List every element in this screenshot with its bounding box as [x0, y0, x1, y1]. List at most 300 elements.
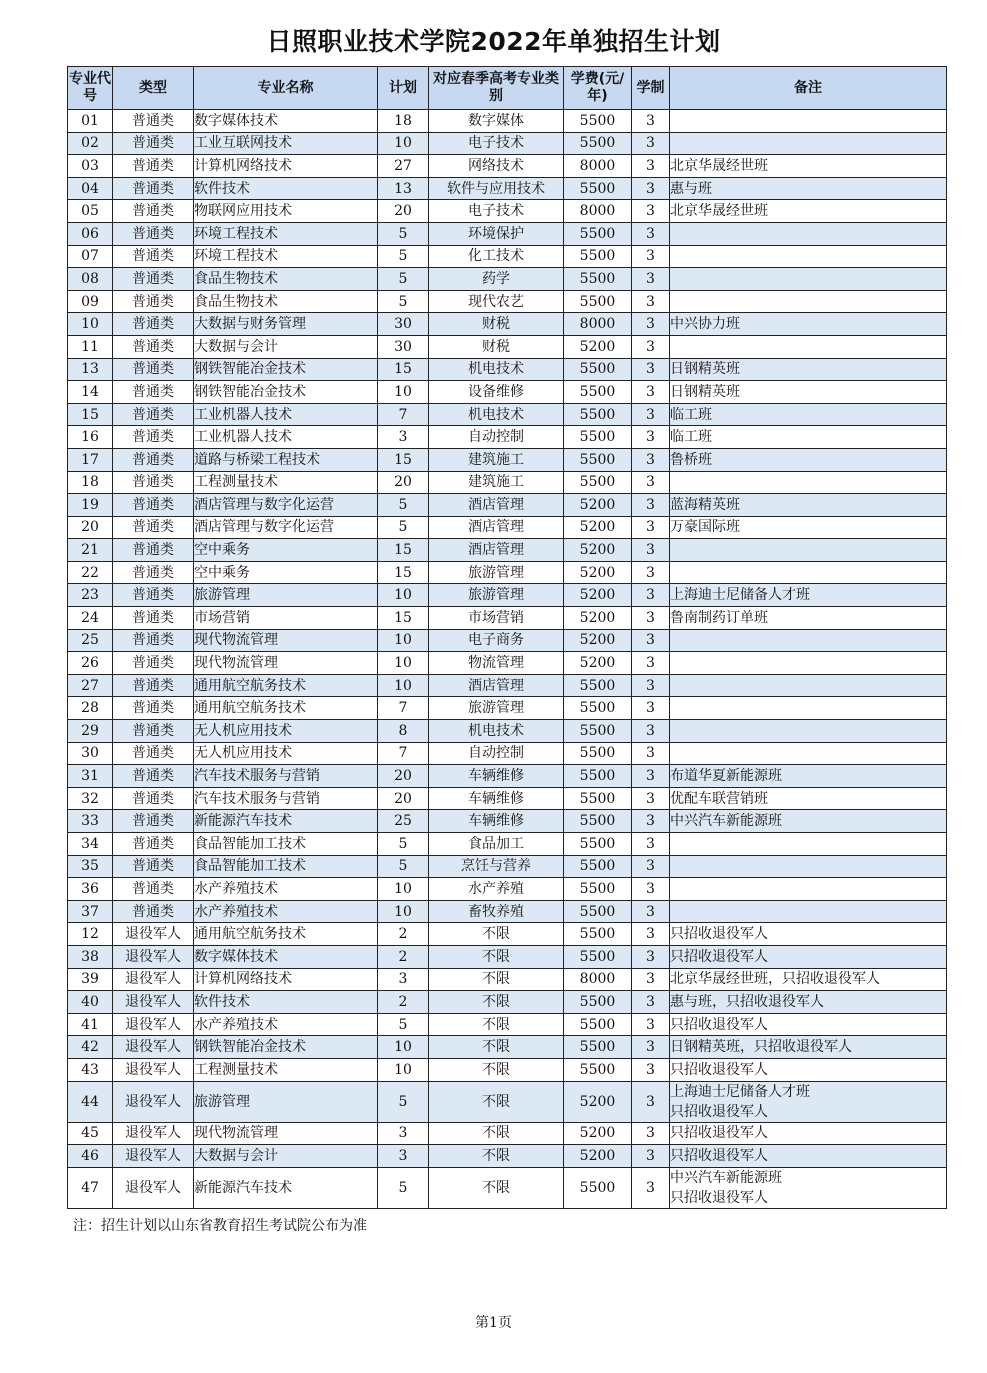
- cell-exam-category: 药学: [429, 268, 564, 291]
- cell-code: 17: [68, 448, 113, 471]
- cell-fee: 5500: [564, 403, 632, 426]
- cell-fee: 5200: [564, 494, 632, 517]
- cell-plan: 5: [378, 516, 429, 539]
- cell-type: 普通类: [113, 900, 194, 923]
- cell-major: 钢铁智能冶金技术: [194, 381, 378, 404]
- cell-major: 计算机网络技术: [194, 968, 378, 991]
- cell-plan: 7: [378, 403, 429, 426]
- cell-code: 01: [68, 110, 113, 133]
- cell-remark: 临工班: [670, 426, 947, 449]
- cell-plan: 5: [378, 833, 429, 856]
- cell-code: 33: [68, 810, 113, 833]
- cell-exam-category: 设备维修: [429, 381, 564, 404]
- header-type: 类型: [113, 67, 194, 110]
- header-plan: 计划: [378, 67, 429, 110]
- cell-major: 食品智能加工技术: [194, 855, 378, 878]
- table-row: [68, 878, 947, 901]
- cell-exam-category: 不限: [429, 945, 564, 968]
- cell-years: 3: [632, 1013, 670, 1036]
- table-body: [68, 110, 947, 1209]
- cell-remark: 只招收退役军人: [670, 945, 947, 968]
- cell-remark: [670, 878, 947, 901]
- cell-code: 24: [68, 607, 113, 630]
- cell-fee: 5500: [564, 268, 632, 291]
- table-header: [68, 67, 947, 110]
- cell-major: 空中乘务: [194, 539, 378, 562]
- page-number: 第1页: [475, 1315, 512, 1331]
- cell-code: 18: [68, 471, 113, 494]
- table-row: [68, 1058, 947, 1081]
- cell-code: 34: [68, 833, 113, 856]
- cell-years: 3: [632, 110, 670, 133]
- cell-type: 普通类: [113, 607, 194, 630]
- cell-remark: 中兴汽车新能源班 只招收退役军人: [670, 1167, 947, 1208]
- cell-plan: 30: [378, 335, 429, 358]
- cell-plan: 10: [378, 584, 429, 607]
- cell-exam-category: 车辆维修: [429, 787, 564, 810]
- cell-exam-category: 酒店管理: [429, 674, 564, 697]
- cell-fee: 5500: [564, 222, 632, 245]
- cell-exam-category: 财税: [429, 313, 564, 336]
- table-row: [68, 426, 947, 449]
- cell-exam-category: 现代农艺: [429, 290, 564, 313]
- cell-years: 3: [632, 991, 670, 1014]
- cell-code: 40: [68, 991, 113, 1014]
- cell-years: 3: [632, 968, 670, 991]
- cell-plan: 20: [378, 765, 429, 788]
- cell-type: 普通类: [113, 855, 194, 878]
- cell-remark: 日钢精英班，只招收退役军人: [670, 1036, 947, 1059]
- cell-plan: 10: [378, 900, 429, 923]
- cell-exam-category: 车辆维修: [429, 810, 564, 833]
- cell-exam-category: 烹饪与营养: [429, 855, 564, 878]
- cell-remark: [670, 268, 947, 291]
- cell-years: 3: [632, 245, 670, 268]
- header-exam-category: 对应春季高考专业类别: [429, 67, 564, 110]
- cell-fee: 5200: [564, 561, 632, 584]
- cell-type: 普通类: [113, 787, 194, 810]
- cell-exam-category: 不限: [429, 1145, 564, 1168]
- cell-fee: 5500: [564, 1058, 632, 1081]
- cell-years: 3: [632, 878, 670, 901]
- cell-code: 32: [68, 787, 113, 810]
- cell-type: 普通类: [113, 833, 194, 856]
- cell-years: 3: [632, 1036, 670, 1059]
- cell-type: 退役军人: [113, 945, 194, 968]
- table-row: [68, 516, 947, 539]
- cell-type: 普通类: [113, 268, 194, 291]
- cell-major: 物联网应用技术: [194, 200, 378, 223]
- cell-type: 普通类: [113, 200, 194, 223]
- cell-exam-category: 不限: [429, 1036, 564, 1059]
- cell-major: 水产养殖技术: [194, 878, 378, 901]
- enrollment-table: [67, 66, 947, 1209]
- cell-exam-category: 不限: [429, 1122, 564, 1145]
- cell-fee: 5500: [564, 765, 632, 788]
- cell-remark: 北京华晟经世班，只招收退役军人: [670, 968, 947, 991]
- cell-remark: 北京华晟经世班: [670, 155, 947, 178]
- cell-exam-category: 旅游管理: [429, 561, 564, 584]
- cell-plan: 25: [378, 810, 429, 833]
- cell-remark: 优配车联营销班: [670, 787, 947, 810]
- cell-exam-category: 畜牧养殖: [429, 900, 564, 923]
- cell-remark: 日钢精英班: [670, 381, 947, 404]
- cell-code: 23: [68, 584, 113, 607]
- cell-fee: 5500: [564, 448, 632, 471]
- cell-code: 05: [68, 200, 113, 223]
- cell-years: 3: [632, 313, 670, 336]
- cell-code: 42: [68, 1036, 113, 1059]
- header-years: 学制: [632, 67, 670, 110]
- cell-remark: 只招收退役军人: [670, 1122, 947, 1145]
- cell-remark: [670, 539, 947, 562]
- page-title: 日照职业技术学院2022年单独招生计划: [266, 27, 721, 56]
- cell-years: 3: [632, 1058, 670, 1081]
- header-fee: 学费(元/年): [564, 67, 632, 110]
- cell-code: 27: [68, 674, 113, 697]
- cell-fee: 5500: [564, 290, 632, 313]
- table-row: [68, 652, 947, 675]
- cell-type: 普通类: [113, 358, 194, 381]
- cell-years: 3: [632, 268, 670, 291]
- cell-type: 普通类: [113, 584, 194, 607]
- cell-years: 3: [632, 855, 670, 878]
- table-row: [68, 403, 947, 426]
- cell-fee: 5200: [564, 1122, 632, 1145]
- cell-plan: 15: [378, 358, 429, 381]
- cell-remark: [670, 222, 947, 245]
- cell-plan: 13: [378, 177, 429, 200]
- table-row: [68, 222, 947, 245]
- cell-type: 退役军人: [113, 923, 194, 946]
- cell-type: 普通类: [113, 313, 194, 336]
- table-row: [68, 1081, 947, 1122]
- cell-plan: 5: [378, 1081, 429, 1122]
- table-row: [68, 290, 947, 313]
- cell-remark: [670, 720, 947, 743]
- cell-code: 47: [68, 1167, 113, 1208]
- cell-exam-category: 建筑施工: [429, 471, 564, 494]
- cell-code: 16: [68, 426, 113, 449]
- cell-remark: 中兴汽车新能源班: [670, 810, 947, 833]
- cell-major: 通用航空航务技术: [194, 674, 378, 697]
- cell-remark: [670, 290, 947, 313]
- cell-code: 41: [68, 1013, 113, 1036]
- cell-plan: 10: [378, 132, 429, 155]
- cell-exam-category: 自动控制: [429, 742, 564, 765]
- cell-plan: 10: [378, 381, 429, 404]
- cell-fee: 5500: [564, 426, 632, 449]
- cell-fee: 5500: [564, 923, 632, 946]
- cell-remark: 只招收退役军人: [670, 1145, 947, 1168]
- cell-code: 03: [68, 155, 113, 178]
- cell-type: 退役军人: [113, 1122, 194, 1145]
- cell-fee: 5500: [564, 381, 632, 404]
- cell-years: 3: [632, 629, 670, 652]
- cell-type: 退役军人: [113, 1036, 194, 1059]
- table-row: [68, 561, 947, 584]
- table-row: [68, 674, 947, 697]
- cell-remark: [670, 674, 947, 697]
- cell-plan: 2: [378, 991, 429, 1014]
- cell-type: 退役军人: [113, 1013, 194, 1036]
- cell-years: 3: [632, 945, 670, 968]
- cell-fee: 5500: [564, 674, 632, 697]
- cell-years: 3: [632, 1167, 670, 1208]
- cell-code: 26: [68, 652, 113, 675]
- cell-plan: 8: [378, 720, 429, 743]
- cell-plan: 5: [378, 245, 429, 268]
- cell-fee: 5500: [564, 945, 632, 968]
- cell-remark: [670, 742, 947, 765]
- cell-type: 普通类: [113, 110, 194, 133]
- cell-plan: 10: [378, 629, 429, 652]
- cell-plan: 7: [378, 697, 429, 720]
- cell-remark: [670, 471, 947, 494]
- cell-years: 3: [632, 742, 670, 765]
- cell-fee: 5500: [564, 245, 632, 268]
- header-remark: 备注: [670, 67, 947, 110]
- cell-major: 软件技术: [194, 177, 378, 200]
- cell-major: 通用航空航务技术: [194, 697, 378, 720]
- cell-remark: 日钢精英班: [670, 358, 947, 381]
- cell-years: 3: [632, 516, 670, 539]
- cell-code: 35: [68, 855, 113, 878]
- cell-fee: 8000: [564, 313, 632, 336]
- cell-code: 22: [68, 561, 113, 584]
- cell-exam-category: 软件与应用技术: [429, 177, 564, 200]
- table-row: [68, 855, 947, 878]
- cell-fee: 5500: [564, 855, 632, 878]
- header-code: 专业代号: [68, 67, 113, 110]
- cell-exam-category: 电子技术: [429, 200, 564, 223]
- cell-type: 退役军人: [113, 1167, 194, 1208]
- cell-type: 普通类: [113, 742, 194, 765]
- cell-type: 退役军人: [113, 1058, 194, 1081]
- table-row: [68, 787, 947, 810]
- cell-code: 11: [68, 335, 113, 358]
- cell-exam-category: 酒店管理: [429, 516, 564, 539]
- cell-fee: 5500: [564, 697, 632, 720]
- cell-years: 3: [632, 200, 670, 223]
- cell-fee: 8000: [564, 968, 632, 991]
- cell-major: 汽车技术服务与营销: [194, 765, 378, 788]
- cell-remark: [670, 629, 947, 652]
- cell-type: 退役军人: [113, 1081, 194, 1122]
- table-row: [68, 335, 947, 358]
- cell-code: 09: [68, 290, 113, 313]
- cell-code: 38: [68, 945, 113, 968]
- table-row: [68, 245, 947, 268]
- cell-remark: [670, 335, 947, 358]
- cell-fee: 5500: [564, 1013, 632, 1036]
- cell-code: 29: [68, 720, 113, 743]
- cell-code: 04: [68, 177, 113, 200]
- cell-fee: 5500: [564, 132, 632, 155]
- cell-fee: 5200: [564, 607, 632, 630]
- cell-exam-category: 环境保护: [429, 222, 564, 245]
- table-row: [68, 584, 947, 607]
- table-row: [68, 358, 947, 381]
- cell-plan: 15: [378, 448, 429, 471]
- cell-fee: 8000: [564, 155, 632, 178]
- cell-fee: 5500: [564, 471, 632, 494]
- cell-major: 现代物流管理: [194, 652, 378, 675]
- cell-fee: 5500: [564, 358, 632, 381]
- cell-years: 3: [632, 222, 670, 245]
- cell-type: 普通类: [113, 810, 194, 833]
- cell-code: 21: [68, 539, 113, 562]
- cell-exam-category: 建筑施工: [429, 448, 564, 471]
- cell-major: 大数据与财务管理: [194, 313, 378, 336]
- header-row: [68, 67, 947, 110]
- header-major: 专业名称: [194, 67, 378, 110]
- cell-years: 3: [632, 132, 670, 155]
- cell-plan: 3: [378, 968, 429, 991]
- table-row: [68, 720, 947, 743]
- cell-type: 普通类: [113, 561, 194, 584]
- cell-code: 46: [68, 1145, 113, 1168]
- cell-type: 普通类: [113, 539, 194, 562]
- cell-years: 3: [632, 381, 670, 404]
- cell-remark: [670, 132, 947, 155]
- cell-years: 3: [632, 720, 670, 743]
- table-row: [68, 810, 947, 833]
- cell-years: 3: [632, 494, 670, 517]
- cell-major: 旅游管理: [194, 584, 378, 607]
- cell-major: 环境工程技术: [194, 245, 378, 268]
- cell-type: 普通类: [113, 155, 194, 178]
- cell-remark: 只招收退役军人: [670, 1013, 947, 1036]
- cell-major: 酒店管理与数字化运营: [194, 494, 378, 517]
- cell-major: 新能源汽车技术: [194, 810, 378, 833]
- cell-plan: 3: [378, 426, 429, 449]
- cell-plan: 5: [378, 222, 429, 245]
- cell-years: 3: [632, 403, 670, 426]
- cell-years: 3: [632, 697, 670, 720]
- table-row: [68, 132, 947, 155]
- cell-type: 普通类: [113, 471, 194, 494]
- cell-years: 3: [632, 335, 670, 358]
- cell-years: 3: [632, 833, 670, 856]
- table-row: [68, 313, 947, 336]
- cell-remark: [670, 110, 947, 133]
- cell-major: 工程测量技术: [194, 471, 378, 494]
- cell-type: 普通类: [113, 426, 194, 449]
- cell-exam-category: 网络技术: [429, 155, 564, 178]
- cell-type: 普通类: [113, 878, 194, 901]
- cell-major: 现代物流管理: [194, 1122, 378, 1145]
- cell-code: 20: [68, 516, 113, 539]
- cell-code: 30: [68, 742, 113, 765]
- cell-plan: 5: [378, 494, 429, 517]
- table-row: [68, 494, 947, 517]
- cell-fee: 8000: [564, 200, 632, 223]
- cell-type: 普通类: [113, 290, 194, 313]
- cell-remark: 北京华晟经世班: [670, 200, 947, 223]
- cell-type: 普通类: [113, 448, 194, 471]
- table-row: [68, 200, 947, 223]
- cell-type: 普通类: [113, 132, 194, 155]
- cell-type: 普通类: [113, 629, 194, 652]
- cell-major: 数字媒体技术: [194, 110, 378, 133]
- cell-code: 02: [68, 132, 113, 155]
- cell-major: 酒店管理与数字化运营: [194, 516, 378, 539]
- table-row: [68, 765, 947, 788]
- cell-exam-category: 财税: [429, 335, 564, 358]
- cell-fee: 5500: [564, 991, 632, 1014]
- cell-code: 37: [68, 900, 113, 923]
- cell-fee: 5500: [564, 810, 632, 833]
- table-row: [68, 1013, 947, 1036]
- cell-years: 3: [632, 652, 670, 675]
- cell-type: 普通类: [113, 245, 194, 268]
- cell-fee: 5200: [564, 539, 632, 562]
- cell-major: 食品生物技术: [194, 290, 378, 313]
- cell-years: 3: [632, 1122, 670, 1145]
- cell-fee: 5200: [564, 652, 632, 675]
- cell-code: 15: [68, 403, 113, 426]
- table-row: [68, 742, 947, 765]
- cell-fee: 5500: [564, 878, 632, 901]
- cell-remark: [670, 833, 947, 856]
- cell-years: 3: [632, 787, 670, 810]
- cell-years: 3: [632, 358, 670, 381]
- cell-plan: 5: [378, 1013, 429, 1036]
- cell-plan: 18: [378, 110, 429, 133]
- cell-plan: 2: [378, 923, 429, 946]
- cell-remark: 惠与班，只招收退役军人: [670, 991, 947, 1014]
- cell-code: 07: [68, 245, 113, 268]
- cell-remark: 只招收退役军人: [670, 923, 947, 946]
- cell-fee: 5200: [564, 1081, 632, 1122]
- cell-fee: 5500: [564, 1167, 632, 1208]
- cell-major: 空中乘务: [194, 561, 378, 584]
- cell-major: 食品智能加工技术: [194, 833, 378, 856]
- cell-type: 普通类: [113, 381, 194, 404]
- cell-major: 工业机器人技术: [194, 426, 378, 449]
- cell-plan: 20: [378, 200, 429, 223]
- cell-code: 39: [68, 968, 113, 991]
- cell-major: 新能源汽车技术: [194, 1167, 378, 1208]
- cell-plan: 10: [378, 652, 429, 675]
- cell-type: 普通类: [113, 494, 194, 517]
- table-row: [68, 155, 947, 178]
- cell-code: 44: [68, 1081, 113, 1122]
- cell-plan: 30: [378, 313, 429, 336]
- cell-years: 3: [632, 448, 670, 471]
- table-row: [68, 1036, 947, 1059]
- cell-exam-category: 不限: [429, 923, 564, 946]
- cell-exam-category: 电子商务: [429, 629, 564, 652]
- cell-exam-category: 市场营销: [429, 607, 564, 630]
- cell-major: 汽车技术服务与营销: [194, 787, 378, 810]
- cell-major: 旅游管理: [194, 1081, 378, 1122]
- cell-exam-category: 旅游管理: [429, 697, 564, 720]
- cell-major: 计算机网络技术: [194, 155, 378, 178]
- cell-plan: 7: [378, 742, 429, 765]
- cell-code: 25: [68, 629, 113, 652]
- cell-major: 钢铁智能冶金技术: [194, 358, 378, 381]
- cell-plan: 10: [378, 878, 429, 901]
- cell-code: 45: [68, 1122, 113, 1145]
- cell-exam-category: 化工技术: [429, 245, 564, 268]
- table-row: [68, 110, 947, 133]
- cell-plan: 15: [378, 539, 429, 562]
- cell-years: 3: [632, 810, 670, 833]
- cell-years: 3: [632, 471, 670, 494]
- cell-remark: [670, 245, 947, 268]
